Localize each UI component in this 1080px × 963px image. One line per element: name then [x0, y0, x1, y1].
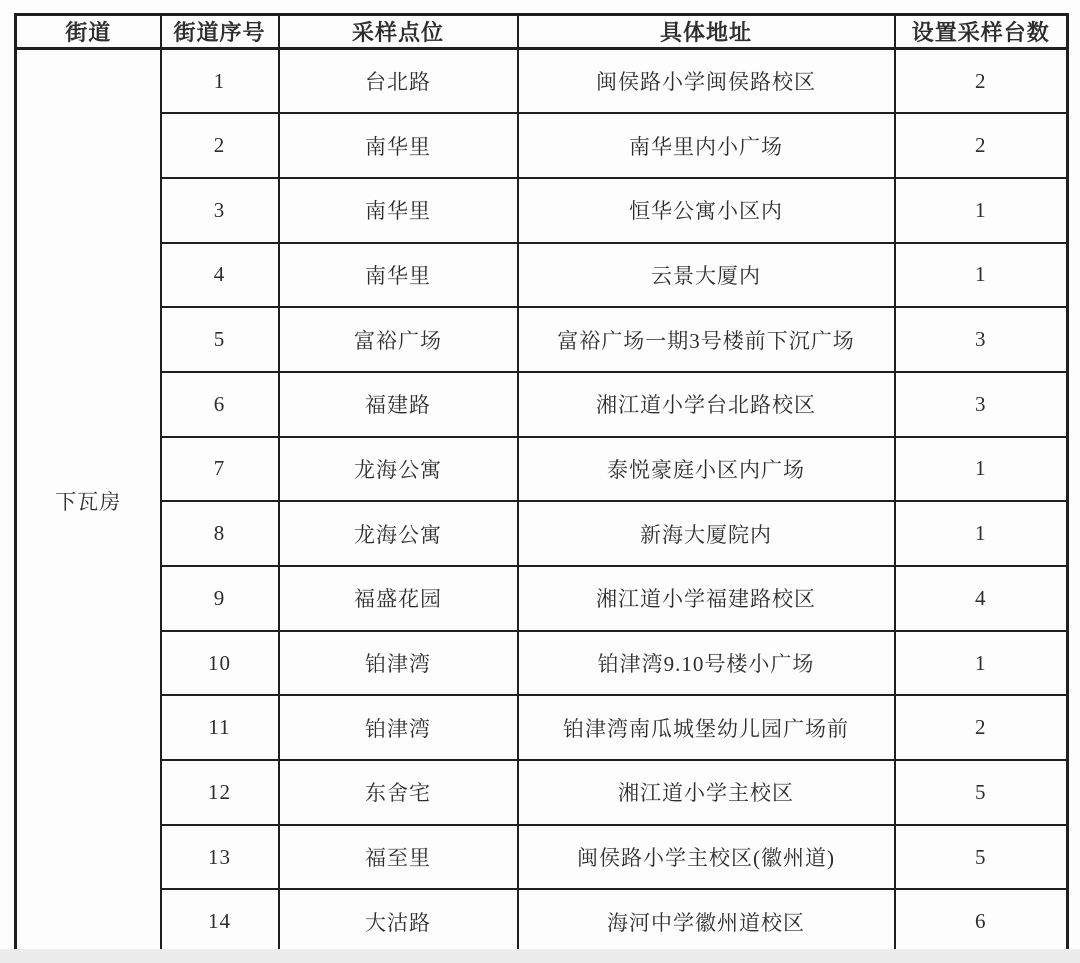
- header-station-count: 设置采样台数: [895, 15, 1068, 49]
- table-body: [16, 49, 1068, 955]
- table-header: [16, 15, 1068, 49]
- header-street: 街道: [16, 15, 161, 49]
- sampling-point-cell: 南华里: [279, 113, 518, 178]
- street-cell: 下瓦房: [16, 49, 161, 955]
- table-row: [16, 695, 1068, 760]
- row-index-cell: 5: [161, 307, 279, 372]
- address-cell: 泰悦豪庭小区内广场: [518, 437, 895, 502]
- address-cell: 南华里内小广场: [518, 113, 895, 178]
- address-cell: 湘江道小学主校区: [518, 760, 895, 825]
- table-row: [16, 243, 1068, 308]
- address-cell: 富裕广场一期3号楼前下沉广场: [518, 307, 895, 372]
- row-index-cell: 2: [161, 113, 279, 178]
- station-count-cell: 3: [895, 372, 1068, 437]
- header-sampling-point: 采样点位: [279, 15, 518, 49]
- table-row: [16, 372, 1068, 437]
- table-row: [16, 501, 1068, 566]
- row-index-cell: 12: [161, 760, 279, 825]
- table-row: [16, 178, 1068, 243]
- station-count-cell: 1: [895, 437, 1068, 502]
- table-row: [16, 631, 1068, 696]
- header-address: 具体地址: [518, 15, 895, 49]
- table-row: [16, 113, 1068, 178]
- address-cell: 铂津湾9.10号楼小广场: [518, 631, 895, 696]
- sampling-point-cell: 富裕广场: [279, 307, 518, 372]
- table-row: [16, 889, 1068, 954]
- row-index-cell: 7: [161, 437, 279, 502]
- header-street-no: 街道序号: [161, 15, 279, 49]
- address-cell: 铂津湾南瓜城堡幼儿园广场前: [518, 695, 895, 760]
- header-row: [16, 15, 1068, 49]
- sampling-point-cell: 台北路: [279, 49, 518, 114]
- address-cell: 闽侯路小学主校区(徽州道): [518, 825, 895, 890]
- sampling-points-table: [14, 13, 1069, 956]
- sampling-point-cell: 福建路: [279, 372, 518, 437]
- station-count-cell: 2: [895, 49, 1068, 114]
- sampling-point-cell: 龙海公寓: [279, 501, 518, 566]
- sampling-point-cell: 福至里: [279, 825, 518, 890]
- address-cell: 新海大厦院内: [518, 501, 895, 566]
- station-count-cell: 5: [895, 760, 1068, 825]
- station-count-cell: 2: [895, 113, 1068, 178]
- table-row: [16, 825, 1068, 890]
- address-cell: 恒华公寓小区内: [518, 178, 895, 243]
- sampling-point-cell: 福盛花园: [279, 566, 518, 631]
- row-index-cell: 1: [161, 49, 279, 114]
- station-count-cell: 1: [895, 631, 1068, 696]
- row-index-cell: 14: [161, 889, 279, 954]
- row-index-cell: 8: [161, 501, 279, 566]
- row-index-cell: 4: [161, 243, 279, 308]
- station-count-cell: 4: [895, 566, 1068, 631]
- sampling-point-cell: 铂津湾: [279, 695, 518, 760]
- station-count-cell: 2: [895, 695, 1068, 760]
- address-cell: 湘江道小学台北路校区: [518, 372, 895, 437]
- address-cell: 湘江道小学福建路校区: [518, 566, 895, 631]
- sampling-point-cell: 铂津湾: [279, 631, 518, 696]
- sampling-point-cell: 东舍宅: [279, 760, 518, 825]
- sampling-point-cell: 大沽路: [279, 889, 518, 954]
- row-index-cell: 9: [161, 566, 279, 631]
- row-index-cell: 13: [161, 825, 279, 890]
- row-index-cell: 6: [161, 372, 279, 437]
- station-count-cell: 6: [895, 889, 1068, 954]
- station-count-cell: 1: [895, 501, 1068, 566]
- row-index-cell: 11: [161, 695, 279, 760]
- sampling-point-cell: 南华里: [279, 243, 518, 308]
- address-cell: 云景大厦内: [518, 243, 895, 308]
- station-count-cell: 1: [895, 178, 1068, 243]
- station-count-cell: 3: [895, 307, 1068, 372]
- sampling-point-cell: 龙海公寓: [279, 437, 518, 502]
- table-row: [16, 49, 1068, 114]
- bottom-strip: [0, 949, 1080, 963]
- table-row: [16, 760, 1068, 825]
- station-count-cell: 5: [895, 825, 1068, 890]
- table-row: [16, 566, 1068, 631]
- row-index-cell: 3: [161, 178, 279, 243]
- table-row: [16, 437, 1068, 502]
- address-cell: 闽侯路小学闽侯路校区: [518, 49, 895, 114]
- table-row: [16, 307, 1068, 372]
- station-count-cell: 1: [895, 243, 1068, 308]
- address-cell: 海河中学徽州道校区: [518, 889, 895, 954]
- sampling-point-cell: 南华里: [279, 178, 518, 243]
- row-index-cell: 10: [161, 631, 279, 696]
